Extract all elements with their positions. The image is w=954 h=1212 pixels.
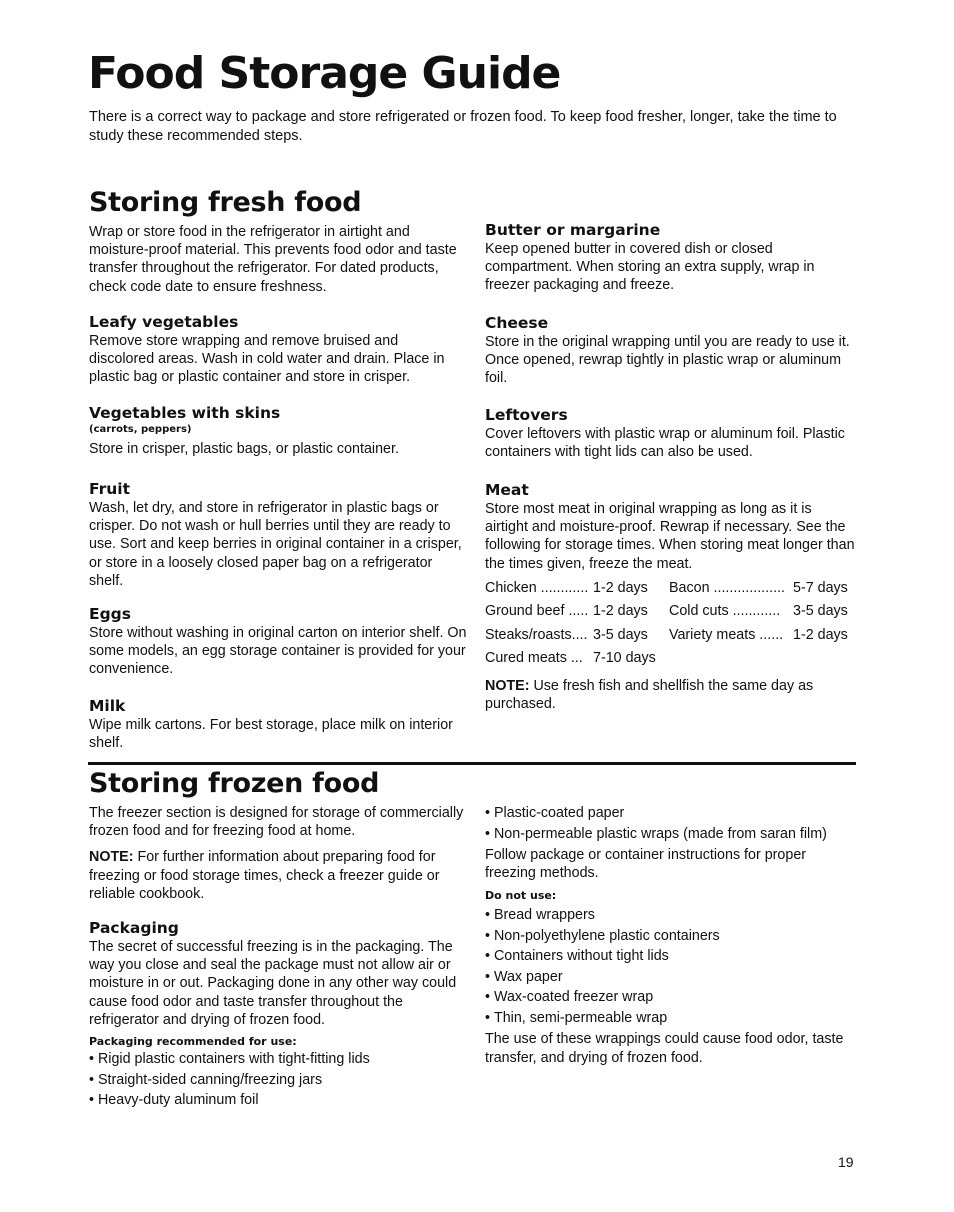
list-item: • Non-permeable plastic wraps (made from saran film) xyxy=(485,824,855,845)
list-item: • Wax paper xyxy=(485,967,855,988)
meat-time: 3-5 days xyxy=(793,603,848,620)
list-item: • Rigid plastic containers with tight-fitting lids xyxy=(89,1049,467,1070)
donot-heading: Do not use: xyxy=(485,889,557,903)
fruit-text: Wash, let dry, and store in refrigerator in plastic bags or crisper. Do not wash or hull berries until they are ready to use. Sort and keep berries in original container in a crisper, or store in a loosely closed paper bag on a refrigerator shelf. xyxy=(89,500,462,589)
meat-item: Ground beef ..... xyxy=(485,603,589,620)
meat-times-table xyxy=(485,577,848,671)
list-item: • Bread wrappers xyxy=(485,905,855,926)
table-row xyxy=(485,624,848,648)
follow-text: Follow package or container instructions for proper freezing methods. xyxy=(485,847,807,882)
meat-note xyxy=(485,677,855,713)
list-item: • Non-polyethylene plastic containers xyxy=(485,926,855,947)
leftovers-section xyxy=(485,405,855,461)
cheese-section xyxy=(485,313,855,388)
list-item: • Plastic-coated paper xyxy=(485,803,855,824)
recommended-heading: Packaging recommended for use: xyxy=(89,1035,297,1049)
list-item: • Straight-sided canning/freezing jars xyxy=(89,1070,467,1091)
frozen-note-text: For further information about preparing food for freezing or food storage times, check a freezer guide or reliable cookbook. xyxy=(89,849,440,902)
table-row xyxy=(485,577,848,601)
skins-section xyxy=(89,403,467,458)
leftovers-text: Cover leftovers with plastic wrap or aluminum foil. Plastic containers with tight lids can also be used. xyxy=(485,426,845,461)
meat-text: Store most meat in original wrapping as long as it is airtight and moisture-proof. Rewrap if necessary. See the following for storage times. When storing meat longer than the times given, freeze the meat. xyxy=(485,501,855,572)
butter-title: Butter or margarine xyxy=(485,221,661,239)
page-intro: There is a correct way to package and store refrigerated or frozen food. To keep food fresher, longer, take the time to study these recommended steps. xyxy=(89,109,837,144)
list-item: • Thin, semi-permeable wrap xyxy=(485,1008,855,1029)
milk-title: Milk xyxy=(89,697,126,715)
cheese-text: Store in the original wrapping until you are ready to use it. Once opened, rewrap tightly in plastic wrap or aluminum foil. xyxy=(485,334,850,387)
cheese-title: Cheese xyxy=(485,314,549,332)
meat-time: 1-2 days xyxy=(593,579,648,596)
table-row xyxy=(485,600,848,624)
frozen-note xyxy=(89,848,467,903)
page-title: Food Storage Guide xyxy=(88,48,561,99)
meat-section xyxy=(485,480,855,713)
meat-item: Chicken ............ xyxy=(485,579,589,596)
meat-item xyxy=(669,647,793,671)
meat-item: Cold cuts ............ xyxy=(669,603,781,620)
frozen-intro: The freezer section is designed for storage of commercially frozen food and for freezing food at home. xyxy=(89,805,464,840)
recommended-list-cont xyxy=(485,803,855,844)
list-item: • Wax-coated freezer wrap xyxy=(485,987,855,1008)
list-item: • Heavy-duty aluminum foil xyxy=(89,1090,467,1111)
fresh-heading: Storing fresh food xyxy=(89,187,362,218)
butter-section xyxy=(485,220,855,295)
meat-note-label: NOTE: xyxy=(485,677,530,694)
meat-note-text: Use fresh fish and shellfish the same day as purchased. xyxy=(485,677,814,713)
leafy-text: Remove store wrapping and remove bruised and discolored areas. Wash in cold water and drain. Place in plastic bag or plastic container and store in crisper. xyxy=(89,333,445,386)
fresh-intro: Wrap or store food in the refrigerator in airtight and moisture-proof material. This prevents food odor and taste transfer throughout the refrigerator. For dated products, check code date to ensure freshness. xyxy=(89,224,457,295)
page-number: 19 xyxy=(838,1154,854,1170)
leafy-title: Leafy vegetables xyxy=(89,313,239,331)
skins-text: Store in crisper, plastic bags, or plastic container. xyxy=(89,441,399,457)
packaging-title: Packaging xyxy=(89,919,179,937)
skins-subtitle: (carrots, peppers) xyxy=(89,424,192,435)
butter-text: Keep opened butter in covered dish or closed compartment. When storing an extra supply, wrap in freezer packaging and freeze. xyxy=(485,241,815,294)
meat-time: 1-2 days xyxy=(793,626,848,643)
section-divider xyxy=(88,762,856,765)
frozen-right-column xyxy=(485,803,855,1067)
meat-time xyxy=(793,647,848,671)
donot-list xyxy=(485,905,855,1028)
meat-time: 7-10 days xyxy=(593,650,656,667)
table-row xyxy=(485,647,848,671)
meat-item: Steaks/roasts.... xyxy=(485,626,588,643)
eggs-text: Store without washing in original carton on interior shelf. On some models, an egg storage container is provided for your convenience. xyxy=(89,625,467,678)
meat-time: 5-7 days xyxy=(793,579,848,596)
fruit-section xyxy=(89,479,467,590)
closing-text: The use of these wrappings could cause food odor, taste transfer, and drying of frozen food. xyxy=(485,1031,844,1066)
eggs-section xyxy=(89,604,467,679)
eggs-title: Eggs xyxy=(89,605,132,623)
packaging-section xyxy=(89,918,467,1111)
frozen-note-label: NOTE: xyxy=(89,849,134,866)
frozen-heading: Storing frozen food xyxy=(89,768,380,799)
skins-title: Vegetables with skins xyxy=(89,404,281,422)
leftovers-title: Leftovers xyxy=(485,406,568,424)
meat-time: 1-2 days xyxy=(593,603,648,620)
meat-item: Cured meats ... xyxy=(485,650,583,667)
milk-section xyxy=(89,696,467,752)
packaging-text: The secret of successful freezing is in the packaging. The way you close and seal the package must not allow air or moisture in or out. Packaging done in any other way could cause food odor and taste transfer throughout the refrigerator and drying of frozen food. xyxy=(89,939,457,1028)
recommended-list xyxy=(89,1049,467,1111)
list-item: • Containers without tight lids xyxy=(485,946,855,967)
fruit-title: Fruit xyxy=(89,480,130,498)
meat-item: Bacon .................. xyxy=(669,579,786,596)
leafy-section xyxy=(89,312,467,387)
meat-title: Meat xyxy=(485,481,529,499)
meat-item: Variety meats ...... xyxy=(669,626,784,643)
fresh-left-column xyxy=(89,223,467,296)
frozen-left-column xyxy=(89,804,467,903)
milk-text: Wipe milk cartons. For best storage, place milk on interior shelf. xyxy=(89,717,453,752)
meat-time: 3-5 days xyxy=(593,626,648,643)
